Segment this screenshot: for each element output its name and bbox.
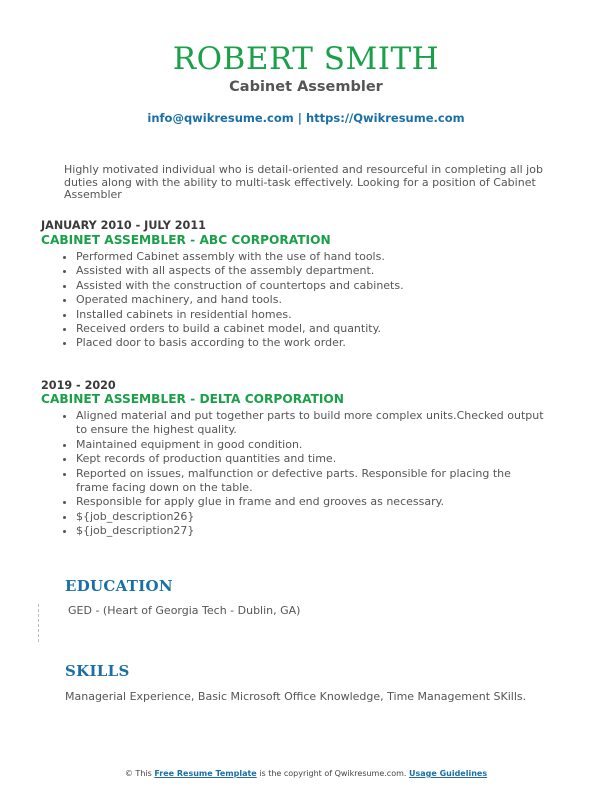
- summary-text: Highly motivated individual who is detail-oriented and resourceful in completing all job duties along with the ability to multi-task effectively. Looking for a position of Cabinet Assembler: [64, 163, 543, 201]
- list-item: • Aligned material and put together parts to build more complex units.Checked output to ensure the highest quality.: [76, 409, 546, 438]
- footer: [0, 768, 612, 779]
- experience-1-bullets: [58, 250, 546, 351]
- education-divider: [38, 604, 39, 642]
- experience-1-dates: JANUARY 2010 - JULY 2011: [41, 219, 206, 232]
- free-resume-template-link[interactable]: Free Resume Template: [154, 769, 257, 778]
- experience-1-title: CABINET ASSEMBLER - ABC CORPORATION: [41, 233, 331, 247]
- list-item: • Reported on issues, malfunction or defective parts. Responsible for placing the frame facing down on the table.: [76, 467, 546, 496]
- experience-2-bullets: [58, 409, 546, 539]
- list-item: • Performed Cabinet assembly with the use of hand tools.: [76, 250, 546, 264]
- list-item: • Placed door to basis according to the work order.: [76, 336, 546, 350]
- experience-2-dates: 2019 - 2020: [41, 379, 116, 392]
- candidate-title: Cabinet Assembler: [229, 79, 383, 95]
- contact-separator: |: [293, 111, 306, 125]
- usage-guidelines-link[interactable]: Usage Guidelines: [408, 769, 488, 778]
- list-item: • ${job_description27}: [76, 524, 546, 538]
- list-item: • Installed cabinets in residential homes.: [76, 308, 546, 322]
- list-item: • Received orders to build a cabinet model, and quantity.: [76, 322, 546, 336]
- website-link[interactable]: https://Qwikresume.com: [305, 111, 465, 125]
- list-item: • Operated machinery, and hand tools.: [76, 293, 546, 307]
- email-link[interactable]: info@qwikresume.com: [147, 111, 294, 125]
- list-item: • Responsible for apply glue in frame and end grooves as necessary.: [76, 495, 546, 509]
- list-item: • Kept records of production quantities and time.: [76, 452, 546, 466]
- list-item: • ${job_description26}: [76, 510, 546, 524]
- contact-line: [0, 110, 612, 126]
- list-item: • Assisted with all aspects of the assembly department.: [76, 264, 546, 278]
- education-entry: GED - (Heart of Georgia Tech - Dublin, GA): [68, 604, 301, 617]
- footer-prefix: © This: [124, 769, 155, 778]
- list-item: • Assisted with the construction of countertops and cabinets.: [76, 279, 546, 293]
- list-item: • Maintained equipment in good condition.: [76, 438, 546, 452]
- skills-text: Managerial Experience, Basic Microsoft Office Knowledge, Time Management SKills.: [65, 690, 527, 703]
- skills-heading: SKILLS: [65, 662, 130, 680]
- candidate-name: ROBERT SMITH: [172, 41, 440, 77]
- experience-2-title: CABINET ASSEMBLER - DELTA CORPORATION: [41, 392, 344, 406]
- education-heading: EDUCATION: [65, 577, 173, 595]
- footer-middle: is the copyright of Qwikresume.com.: [256, 769, 409, 778]
